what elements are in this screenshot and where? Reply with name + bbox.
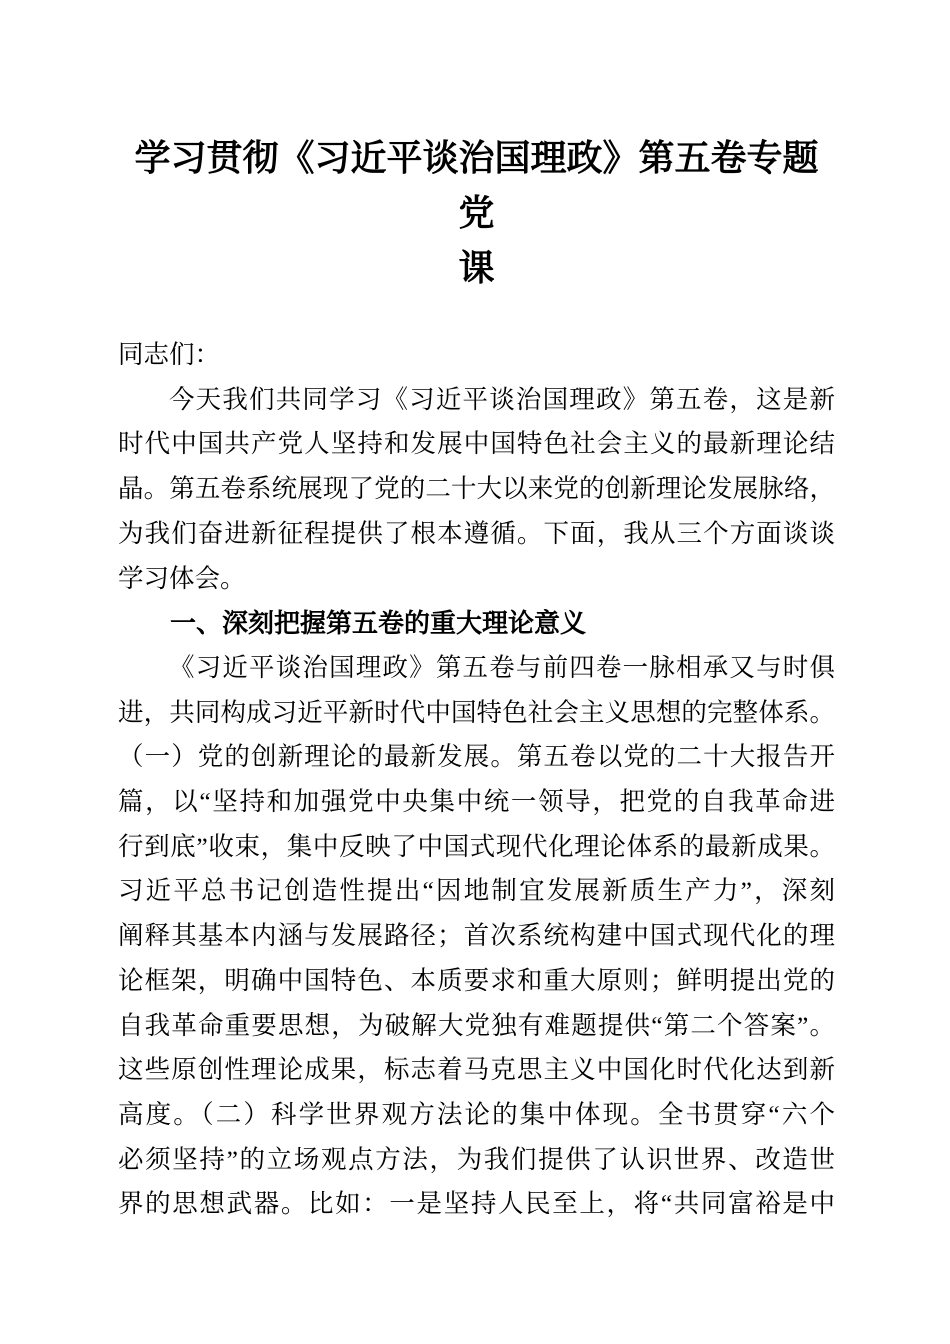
body-line: 篇，以“坚持和加强党中央集中统一领导，把党的自我革命进 [118, 787, 835, 817]
body-line: 论框架，明确中国特色、本质要求和重大原则；鲜明提出党的 [118, 965, 835, 995]
document-title [118, 131, 835, 296]
body-line: 《习近平谈治国理政》第五卷与前四卷一脉相承又与时俱 [169, 652, 835, 682]
document-title-line-1: 学习贯彻《习近平谈治国理政》第五卷专题党 [134, 138, 819, 233]
body-line: 晶。第五卷系统展现了党的二十大以来党的创新理论发展脉络， [118, 474, 835, 504]
body-line: 自我革命重要思想，为破解大党独有难题提供“第二个答案”。 [118, 1010, 835, 1040]
body-line: 行到底”收束，集中反映了中国式现代化理论体系的最新成果。 [118, 831, 835, 861]
salutation-line: 同志们： [118, 340, 221, 369]
document-title-line-2: 课 [458, 248, 495, 288]
section-heading: 一、深刻把握第五卷的重大理论意义 [170, 608, 587, 639]
body-line: 界的思想武器。比如：一是坚持人民至上，将“共同富裕是中 [118, 1189, 835, 1219]
body-line: 阐释其基本内涵与发展路径；首次系统构建中国式现代化的理 [118, 921, 835, 951]
body-line: 习近平总书记创造性提出“因地制宜发展新质生产力”，深刻 [118, 876, 835, 906]
document-body [118, 333, 835, 1227]
body-line: 高度。（二）科学世界观方法论的集中体现。全书贯穿“六个 [118, 1099, 835, 1129]
body-line: 时代中国共产党人坚持和发展中国特色社会主义的最新理论结 [118, 429, 835, 459]
body-line: 学习体会。 [118, 563, 246, 593]
body-line: 为我们奋进新征程提供了根本遵循。下面，我从三个方面谈谈 [118, 518, 835, 548]
body-line: （一）党的创新理论的最新发展。第五卷以党的二十大报告开 [118, 742, 835, 772]
body-line: 进，共同构成习近平新时代中国特色社会主义思想的完整体系。 [118, 697, 835, 727]
body-line: 必须坚持”的立场观点方法，为我们提供了认识世界、改造世 [118, 1144, 835, 1174]
body-line: 这些原创性理论成果，标志着马克思主义中国化时代化达到新 [118, 1055, 835, 1085]
body-line: 今天我们共同学习《习近平谈治国理政》第五卷，这是新 [169, 384, 835, 414]
